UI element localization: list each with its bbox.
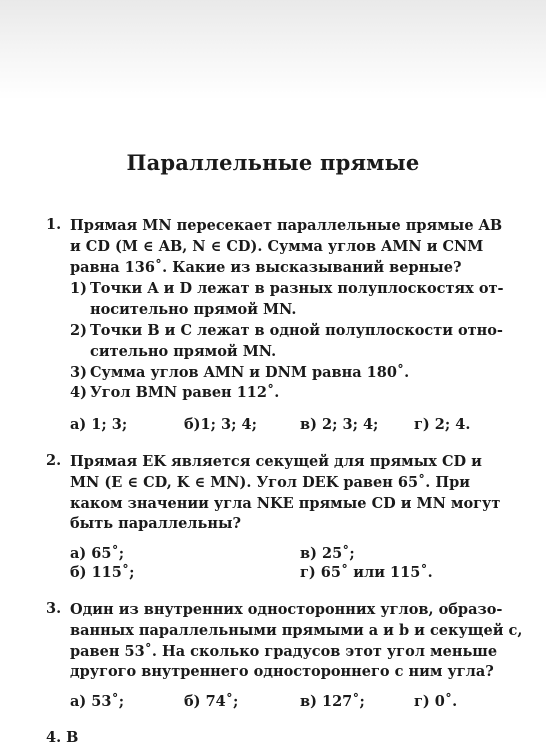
answer-option-b: б) 74˚; <box>184 693 239 711</box>
statement-line: Угол BMN равен 112˚. <box>90 384 280 402</box>
statement-item <box>70 321 536 363</box>
problem-text-line: другого внутреннего одностороннего с ним угла? <box>70 663 494 681</box>
answer-option-c: в) 25˚; <box>300 545 355 563</box>
problem-text <box>70 216 536 278</box>
statement-line: Точки A и D лежат в разных полуплоскостях от- <box>90 280 504 298</box>
problem-text-line: каком значении угла NKE прямые CD и MN могут <box>70 494 501 512</box>
answer-option-c: в) 127˚; <box>300 693 365 711</box>
statement-number: 1) <box>70 280 87 298</box>
answer-option-d: г) 0˚. <box>414 693 458 711</box>
statement-number: 2) <box>70 321 87 339</box>
problem-number: 2. <box>46 452 62 469</box>
statement-number: 4) <box>70 384 87 402</box>
answer-option-a: а) 1; 3; <box>70 416 128 434</box>
problem-text-line: MN (E ∈ CD, K ∈ MN). Угол DEK равен 65˚. При <box>70 473 470 491</box>
problem-text-line: и CD (M ∈ AB, N ∈ CD). Сумма углов AMN и CNM <box>70 237 484 255</box>
statement-line: Сумма углов AMN и DNM равна 180˚. <box>90 363 410 381</box>
page-title: Параллельные прямые <box>126 150 420 175</box>
answer-option-d: г) 2; 4. <box>414 416 471 434</box>
problem-text-line: равна 136˚. Какие из высказываний верные? <box>70 258 462 276</box>
problem-text-line: Один из внутренних односторонних углов, образо- <box>70 601 503 618</box>
statement-text <box>90 363 536 384</box>
problem-number: 1. <box>46 216 62 233</box>
answer-option-c: в) 2; 3; 4; <box>300 416 379 434</box>
problem-text-line: быть параллельны? <box>70 515 242 533</box>
statement-item <box>70 383 536 404</box>
problem-text <box>70 600 536 683</box>
problem-3 <box>46 600 536 715</box>
answer-options <box>70 416 536 438</box>
answer-option-d: г) 65˚ или 115˚. <box>300 564 433 582</box>
problem-text-line: ванных параллельными прямыми a и b и секущей c, <box>70 621 523 639</box>
answer-option-a: а) 53˚; <box>70 693 125 711</box>
problem-text <box>70 452 536 535</box>
statements-list <box>70 279 536 404</box>
statement-number: 3) <box>70 363 87 381</box>
statement-line: сительно прямой MN. <box>90 342 277 360</box>
answer-option-b: б)1; 3; 4; <box>184 416 257 434</box>
answer-options <box>70 544 536 584</box>
problem-2 <box>46 452 536 584</box>
statement-text <box>90 383 536 404</box>
problem-text-line: равен 53˚. На сколько градусов этот угол меньше <box>70 642 498 660</box>
answer-option-b: б) 115˚; <box>70 564 135 582</box>
problem-text-line: Прямая EK является секущей для прямых CD и <box>70 453 482 470</box>
statement-text <box>90 321 536 363</box>
statement-line: носительно прямой MN. <box>90 301 297 319</box>
problem-number: 3. <box>46 600 62 617</box>
problem-text-line: Прямая MN пересекает параллельные прямые AB <box>70 217 503 234</box>
statement-item <box>70 279 536 321</box>
statement-item <box>70 363 536 384</box>
statement-line: Точки B и C лежат в одной полуплоскости отно- <box>90 321 503 339</box>
statement-text <box>90 279 536 321</box>
next-problem-fragment: 4. В <box>46 729 79 746</box>
problem-1 <box>46 216 536 438</box>
answer-option-a: а) 65˚; <box>70 545 125 563</box>
answer-options <box>70 693 536 715</box>
